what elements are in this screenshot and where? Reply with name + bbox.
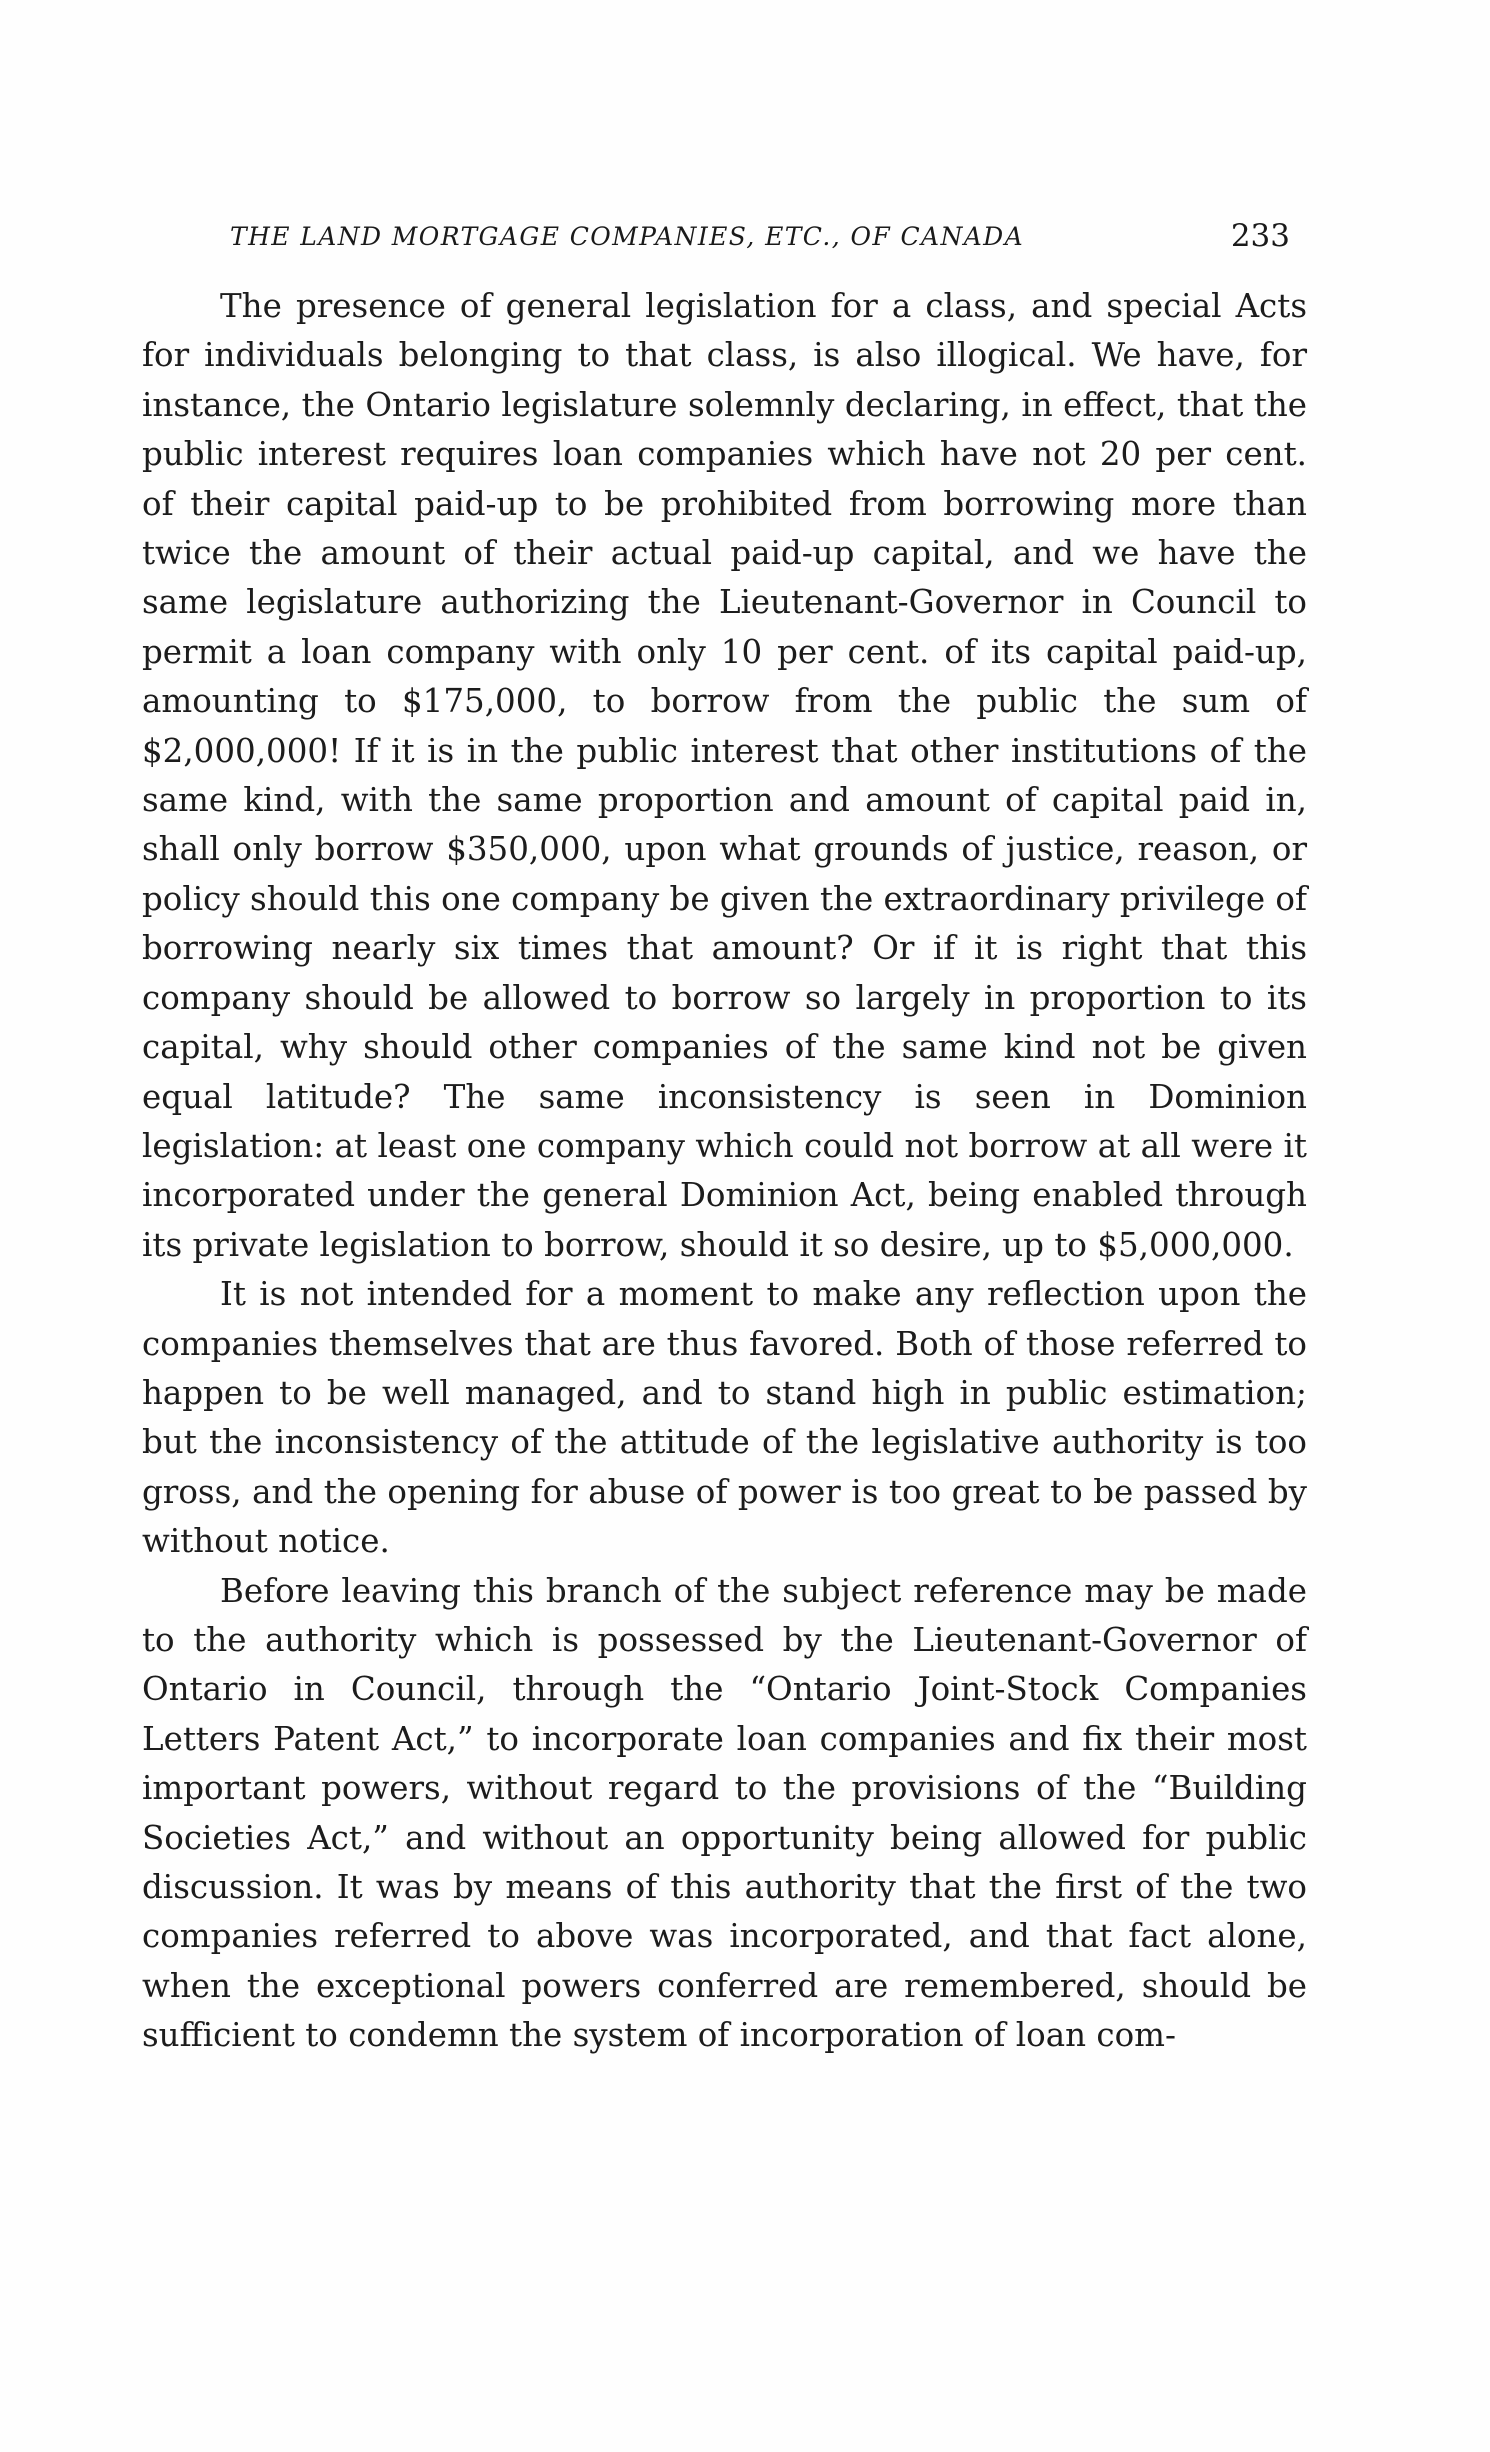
paragraph: It is not intended for a moment to make any reflection upon the companies themselves that are thus favored. Both of those referred to happen to be well managed, and to stand high in public estimation; but the inconsistency of the attitude of the legislative authority is too gross, and the opening for abuse of power is too great to be passed by without notice. [142,1275,1307,1561]
page-header [230,218,1290,268]
body-text [142,282,1307,2061]
paragraph: Before leaving this branch of the subject reference may be made to the authority which is possessed by the Lieutenant-Governor of Ontario in Council, through the “Ontario Joint-Stock Companies Letters Patent Act,” to incorporate loan companies and fix their most important powers, without regard to the provisions of the “Building Societies Act,” and without an opportunity being allowed for public discussion. It was by means of this authority that the first of the two companies referred to above was incorporated, and that fact alone, when the exceptional powers conferred are remembered, should be sufficient to condemn the system of incorporation of loan com- [142,1571,1307,2055]
page-number: 233 [1230,218,1290,254]
running-title: THE LAND MORTGAGE COMPANIES, ETC., OF CANADA [230,222,1025,251]
paragraph: The presence of general legislation for a class, and special Acts for individuals belonging to that class, is also illogical. We have, for instance, the Ontario legislature solemnly declaring, in effect, that the public interest requires loan companies which have not 20 per cent. of their capital paid-up to be prohibited from borrowing more than twice the amount of their actual paid-up capital, and we have the same legislature authorizing the Lieutenant-Governor in Council to permit a loan company with only 10 per cent. of its capital paid-up, amounting to $175,000, to borrow from the public the sum of $2,000,000! If it is in the public interest that other institutions of the same kind, with the same proportion and amount of capital paid in, shall only borrow $350,000, upon what grounds of justice, reason, or policy should this one company be given the extraordinary privilege of borrowing nearly six times that amount? Or if it is right that this company should be allowed to borrow so largely in proportion to its capital, why should other companies of the same kind not be given equal latitude? The same inconsistency is seen in Dominion legislation: at least one company which could not borrow at all were it incorporated under the general Dominion Act, being enabled through its private legislation to borrow, should it so desire, up to $5,000,000. [142,287,1307,1264]
